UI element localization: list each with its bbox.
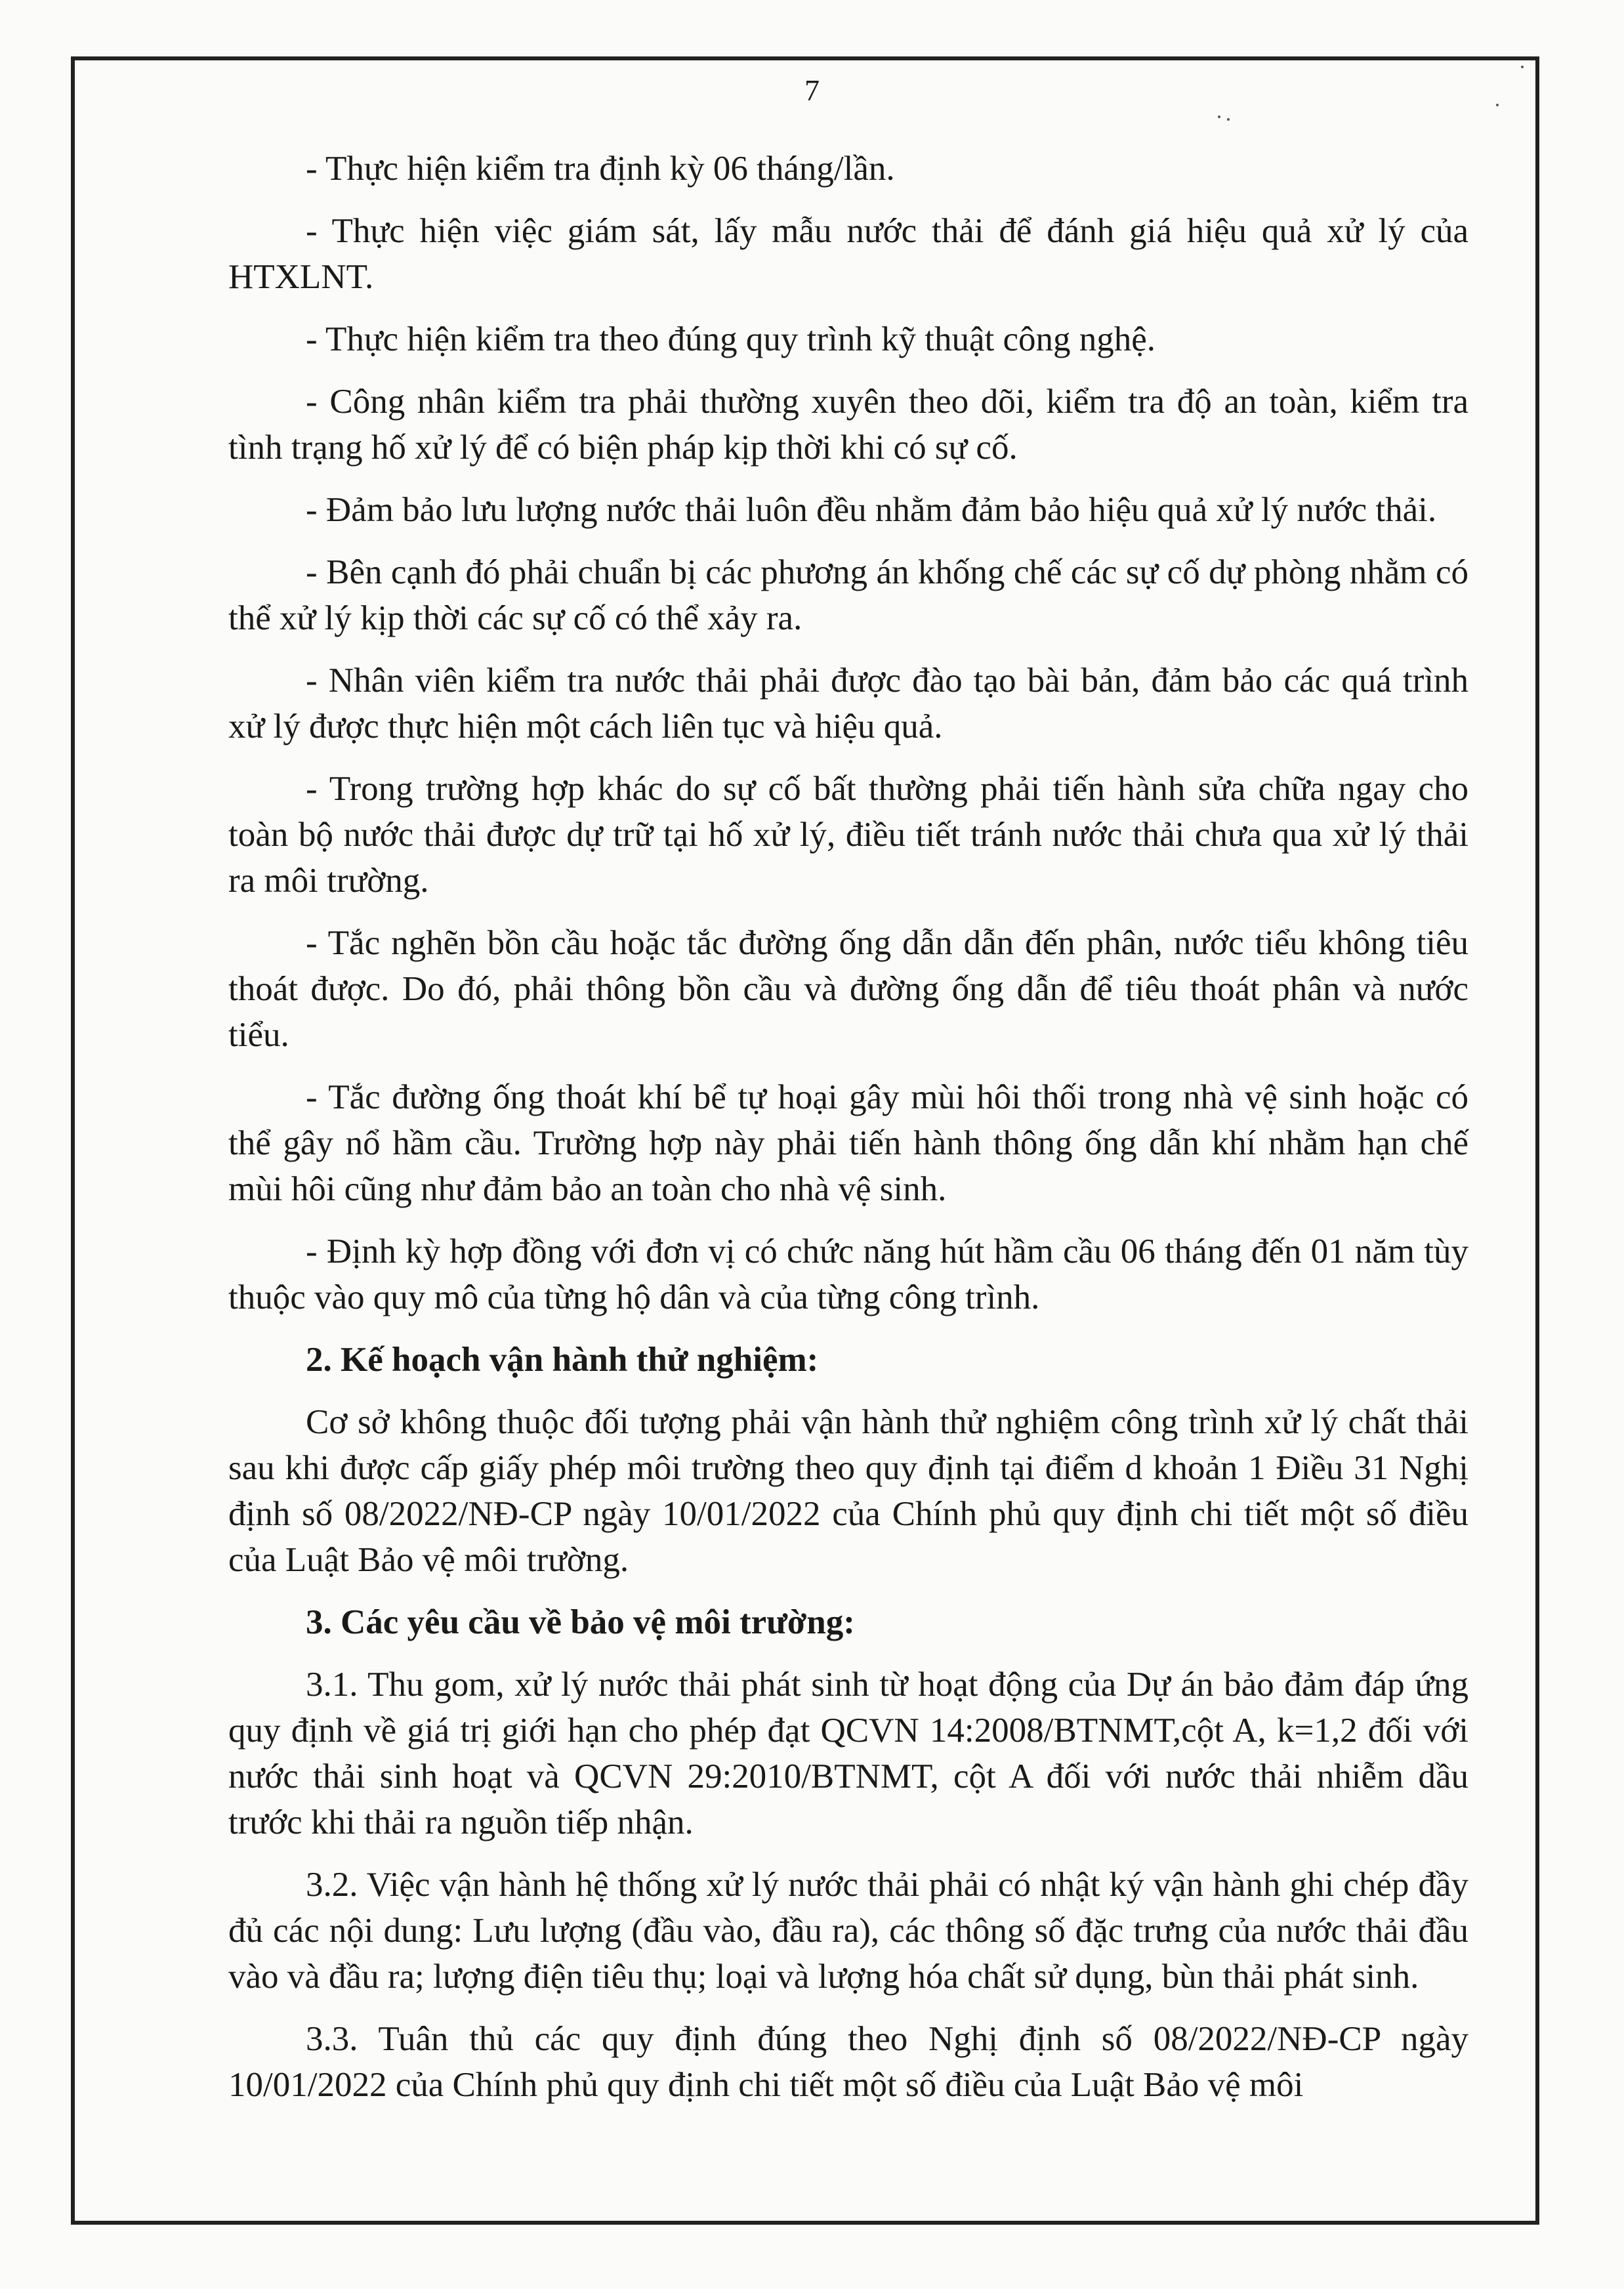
paragraph: - Định kỳ hợp đồng với đơn vị có chức năng hút hầm cầu 06 tháng đến 01 năm tùy thuộc vào quy mô của từng hộ dân và của từng công trình. [228,1232,1468,1316]
section-3-1-text: 3.1. Thu gom, xử lý nước thải phát sinh từ hoạt động của Dự án bảo đảm đáp ứng quy định về giá trị giới hạn cho phép đạt QCVN 14:2008/BTNMT,cột A, k=1,2 đối với nước thải sinh hoạt và QCVN 29:2010/BTNMT, cột A đối với nước thải nhiễm dầu trước khi thải ra nguồn tiếp nhận. [228,1666,1468,1841]
paragraph: - Trong trường hợp khác do sự cố bất thường phải tiến hành sửa chữa ngay cho toàn bộ nước thải được dự trữ tại hố xử lý, điều tiết tránh nước thải chưa qua xử lý thải ra môi trường. [228,770,1468,900]
document-body [228,146,1468,2108]
paragraph: - Thực hiện kiểm tra theo đúng quy trình kỹ thuật công nghệ. [306,320,1156,358]
paragraph: - Nhân viên kiểm tra nước thải phải được đào tạo bài bản, đảm bảo các quá trình xử lý được thực hiện một cách liên tục và hiệu quả. [228,662,1468,746]
paragraph: - Bên cạnh đó phải chuẩn bị các phương án khống chế các sự cố dự phòng nhằm có thể xử lý kịp thời các sự cố có thể xảy ra. [228,553,1468,637]
paragraph: - Tắc nghẽn bồn cầu hoặc tắc đường ống dẫn dẫn đến phân, nước tiểu không tiêu thoát được. Do đó, phải thông bồn cầu và đường ống dẫn để tiêu thoát phân và nước tiểu. [228,924,1468,1054]
section-3-3-text: 3.3. Tuân thủ các quy định đúng theo Nghị định số 08/2022/NĐ-CP ngày 10/01/2022 của Chính phủ quy định chi tiết một số điều của Luật Bảo vệ môi [228,2020,1468,2104]
paragraph: - Thực hiện kiểm tra định kỳ 06 tháng/lần. [306,150,895,188]
scan-speck [1218,116,1220,118]
section-2-text: Cơ sở không thuộc đối tượng phải vận hành thử nghiệm công trình xử lý chất thải sau khi được cấp giấy phép môi trường theo quy định tại điểm d khoản 1 Điều 31 Nghị định số 08/2022/NĐ-CP ngày 10/01/2022 của Chính phủ quy định chi tiết một số điều của Luật Bảo vệ môi trường. [228,1403,1468,1579]
section-3-heading: 3. Các yêu cầu về bảo vệ môi trường: [306,1603,855,1641]
page-number: 7 [804,74,820,107]
scan-speck [1496,104,1499,106]
section-2-heading: 2. Kế hoạch vận hành thử nghiệm: [306,1341,819,1379]
section-3-2-text: 3.2. Việc vận hành hệ thống xử lý nước thải phải có nhật ký vận hành ghi chép đầy đủ các nội dung: Lưu lượng (đầu vào, đầu ra), các thông số đặc trưng của nước thải đầu vào và đầu ra; lượng điện tiêu thụ; loại và lượng hóa chất sử dụng, bùn thải phát sinh. [228,1866,1468,1996]
paragraph: - Đảm bảo lưu lượng nước thải luôn đều nhằm đảm bảo hiệu quả xử lý nước thải. [306,491,1437,529]
scan-speck [1521,66,1524,68]
scan-speck [1227,118,1230,121]
paragraph: - Tắc đường ống thoát khí bể tự hoại gây mùi hôi thối trong nhà vệ sinh hoặc có thể gây nổ hầm cầu. Trường hợp này phải tiến hành thông ống dẫn khí nhằm hạn chế mùi hôi cũng như đảm bảo an toàn cho nhà vệ sinh. [228,1078,1468,1208]
paragraph: - Công nhân kiểm tra phải thường xuyên theo dõi, kiểm tra độ an toàn, kiểm tra tình trạng hố xử lý để có biện pháp kịp thời khi có sự cố. [228,383,1468,467]
paragraph: - Thực hiện việc giám sát, lấy mẫu nước thải để đánh giá hiệu quả xử lý của HTXLNT. [228,212,1468,296]
